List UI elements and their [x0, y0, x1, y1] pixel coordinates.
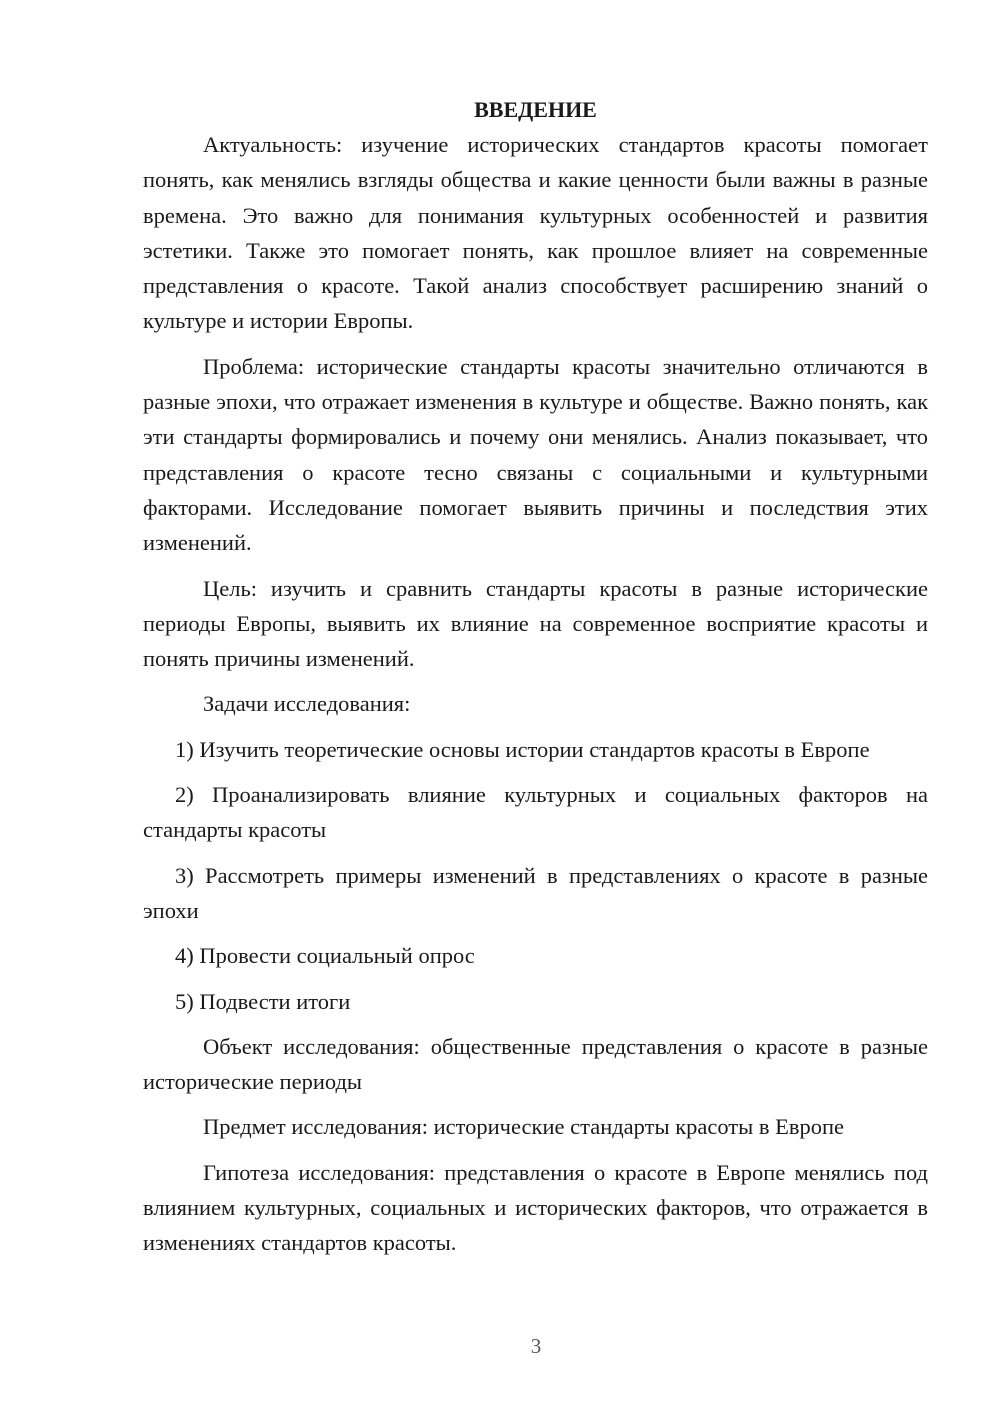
paragraph-tasks-heading: Задачи исследования: [203, 691, 411, 717]
task-item-2: 2) Проанализировать влияние культурных и социальных факторов на стандарты красоты [143, 782, 928, 843]
task-item-3: 3) Рассмотреть примеры изменений в представлениях о красоте в разные эпохи [143, 862, 928, 923]
page-content [143, 92, 928, 1261]
page-number: 3 [530, 1334, 542, 1358]
paragraph-goal: Цель: изучить и сравнить стандарты красоты в разные исторические периоды Европы, выявить их влияние на современное восприятие красоты и понять причины изменений. [143, 575, 928, 672]
paragraph-subject: Предмет исследования: исторические стандарты красоты в Европе [203, 1114, 845, 1140]
task-item-4: 4) Провести социальный опрос [175, 943, 475, 969]
paragraph-hypothesis: Гипотеза исследования: представления о красоте в Европе менялись под влиянием культурных, социальных и исторических факторов, что отражается в изменениях стандартов красоты. [143, 1159, 928, 1256]
paragraph-relevance: Актуальность: изучение исторических стандартов красоты помогает понять, как менялись взгляды общества и какие ценности были важны в разные времена. Это важно для понимания культурных особенностей и развития эстетики. Также это помогает понять, как прошлое влияет на современные представления о красоте. Такой анализ способствует расширению знаний о культуре и истории Европы. [143, 132, 928, 334]
task-item-5: 5) Подвести итоги [175, 988, 351, 1014]
task-item-1: 1) Изучить теоретические основы истории стандартов красоты в Европе [175, 736, 870, 762]
section-title: ВВЕДЕНИЕ [474, 97, 597, 122]
paragraph-object: Объект исследования: общественные представления о красоте в разные исторические периоды [143, 1033, 928, 1095]
paragraph-problem: Проблема: исторические стандарты красоты значительно отличаются в разные эпохи, что отражает изменения в культуре и обществе. Важно понять, как эти стандарты формировались и почему они менялись. Анализ показывает, что представления о красоте тесно связаны с социальными и культурными факторами. Исследование помогает выявить причины и последствия этих изменений. [143, 353, 928, 556]
